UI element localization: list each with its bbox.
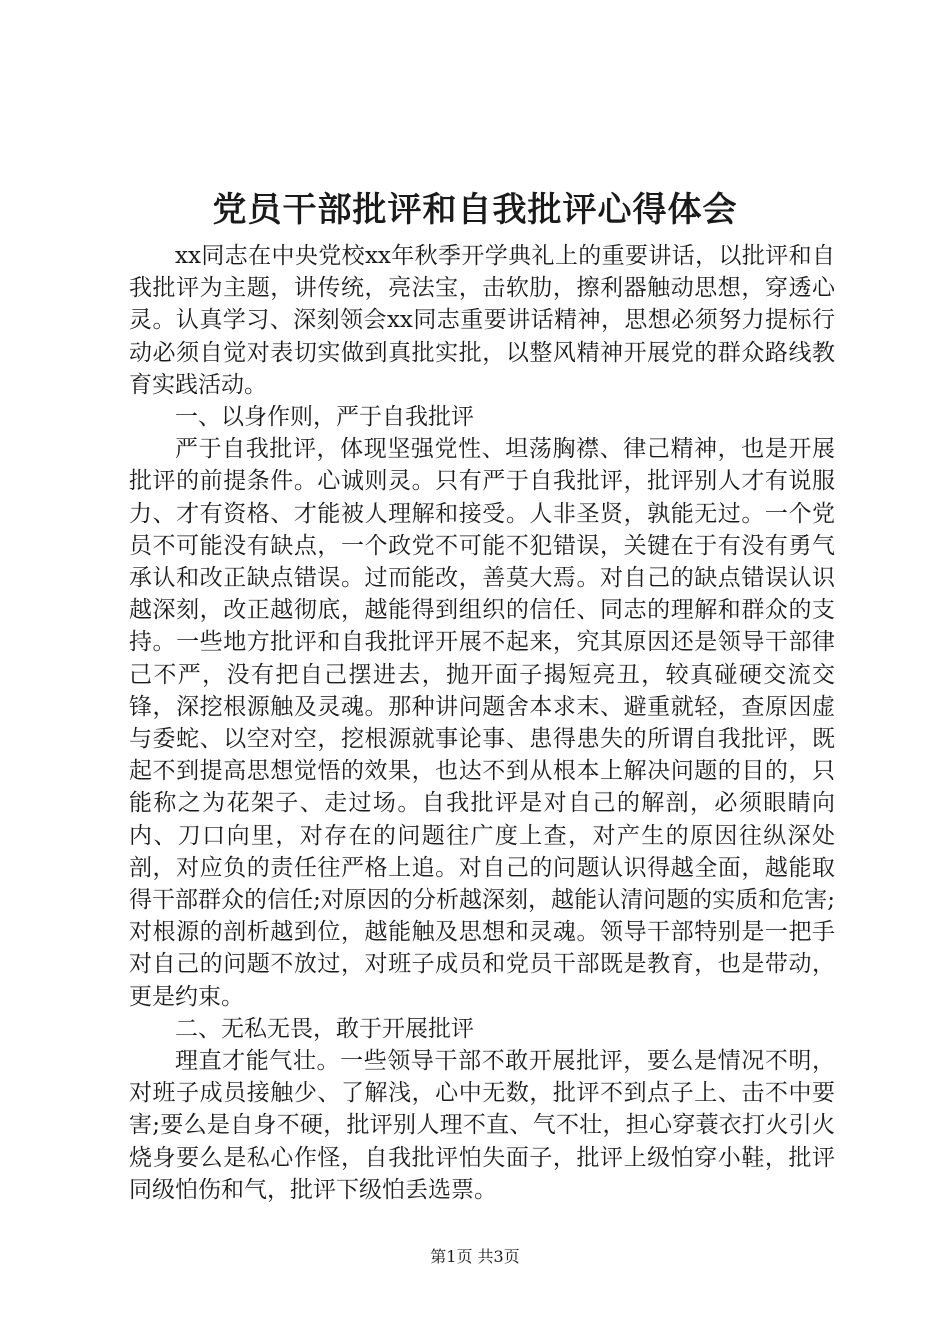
document-body (129, 240, 835, 1206)
paragraph-section-1: 严于自我批评，体现坚强党性、坦荡胸襟、律己精神，也是开展批评的前提条件。心诚则灵。只有严于自我批评，批评别人才有说服力、才有资格、才能被人理解和接受。人非圣贤，孰能无过。一个党员不可能没有缺点，一个政党不可能不犯错误，关键在于有没有勇气承认和改正缺点错误。过而能改，善莫大焉。对自己的缺点错误认识越深刻，改正越彻底，越能得到组织的信任、同志的理解和群众的支持。一些地方批评和自我批评开展不起来，究其原因还是领导干部律己不严，没有把自己摆进去，抛开面子揭短亮丑，较真碰硬交流交锋，深挖根源触及灵魂。那种讲问题舍本求末、避重就轻，查原因虚与委蛇、以空对空，挖根源就事论事、患得患失的所谓自我批评，既起不到提高思想觉悟的效果，也达不到从根本上解决问题的目的，只能称之为花架子、走过场。自我批评是对自己的解剖，必须眼睛向内、刀口向里，对存在的问题往广度上查，对产生的原因往纵深处剖，对应负的责任往严格上追。对自己的问题认识得越全面，越能取得干部群众的信任;对原因的分析越深刻，越能认清问题的实质和危害;对根源的剖析越到位，越能触及思想和灵魂。领导干部特别是一把手对自己的问题不放过，对班子成员和党员干部既是教育，也是带动，更是约束。 (129, 436, 835, 1010)
document-title: 党员干部批评和自我批评心得体会 (212, 190, 738, 230)
paragraph-section-2: 理直才能气壮。一些领导干部不敢开展批评，要么是情况不明，对班子成员接触少、了解浅，心中无数，批评不到点子上、击不中要害;要么是自身不硬，批评别人理不直、气不壮，担心穿蓑衣打火引火烧身要么是私心作怪，自我批评怕失面子，批评上级怕穿小鞋，批评同级怕伤和气，批评下级怕丢选票。 (129, 1048, 835, 1203)
page-footer: 第1页 共3页 (430, 1247, 520, 1266)
section-heading-1: 一、以身作则，严于自我批评 (175, 404, 474, 431)
section-heading-2: 二、无私无畏，敢于开展批评 (175, 1015, 474, 1042)
paragraph-intro: xx同志在中央党校xx年秋季开学典礼上的重要讲话，以批评和自我批评为主题，讲传统，亮法宝，击软肋，擦利器触动思想，穿透心灵。认真学习、深刻领会xx同志重要讲话精神，思想必须努力提标行动必须自觉对表切实做到真批实批，以整风精神开展党的群众路线教育实践活动。 (129, 243, 835, 398)
